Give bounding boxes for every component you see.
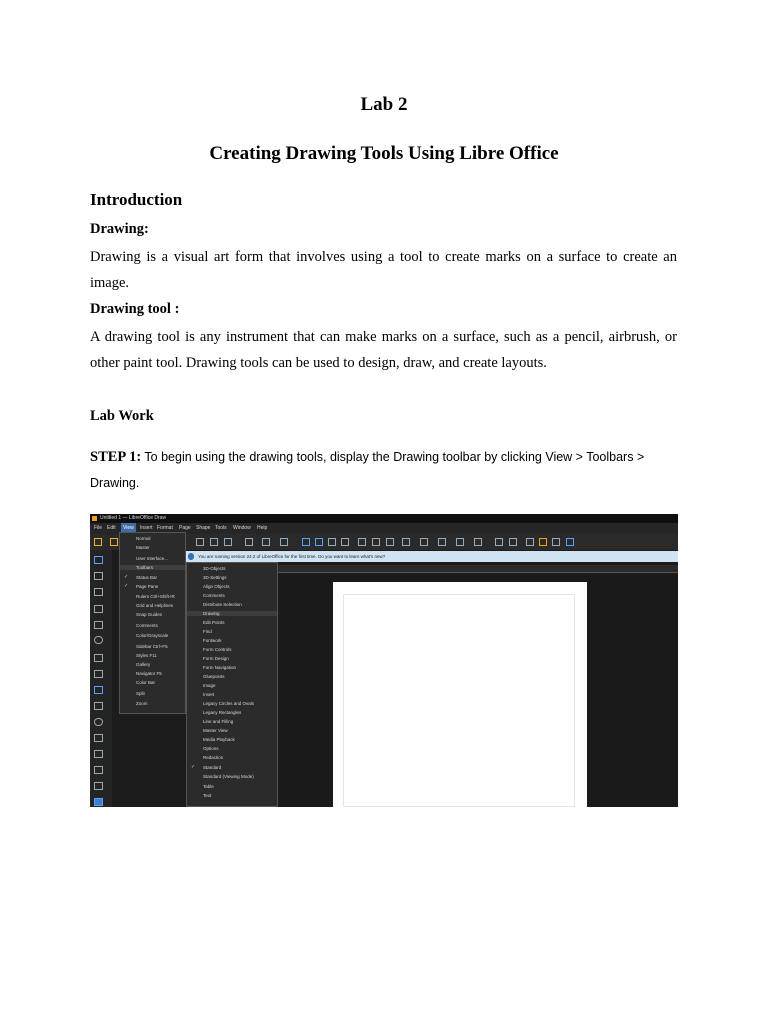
view-menu — [119, 532, 186, 714]
step1-text: To begin using the drawing tools, display the Drawing toolbar by clicking View > Toolbars > Drawing. — [90, 450, 645, 490]
toolbars-menu-item[interactable]: Line and Filling — [203, 719, 234, 724]
shadow-icon[interactable] — [495, 538, 503, 546]
toolbars-menu-item[interactable]: Fontwork — [203, 638, 222, 643]
line-color-icon[interactable] — [94, 572, 103, 580]
toggle-extrusion-icon[interactable] — [566, 538, 574, 546]
connectors-icon[interactable] — [94, 686, 103, 694]
line-icon[interactable] — [94, 605, 103, 613]
symbol-shapes-icon[interactable] — [94, 718, 103, 726]
view-menu-item[interactable]: Page Pane — [136, 584, 159, 589]
crop-icon[interactable] — [509, 538, 517, 546]
toolbars-menu-item[interactable]: Standard (Viewing Mode) — [203, 774, 254, 779]
menu-file[interactable]: File — [94, 525, 103, 531]
image-icon[interactable] — [358, 538, 366, 546]
view-menu-item[interactable]: Comments — [136, 623, 158, 628]
toolbars-menu-item-drawing[interactable]: Drawing — [187, 611, 277, 616]
basic-shapes-icon[interactable] — [94, 702, 103, 710]
step1-label: STEP 1: — [90, 449, 142, 465]
page-margin — [343, 594, 575, 807]
window-titlebar — [90, 514, 678, 523]
stars-icon[interactable] — [94, 782, 103, 790]
textbox-icon[interactable] — [402, 538, 410, 546]
doc-subtitle: Creating Drawing Tools Using Libre Office — [209, 143, 559, 164]
toolbars-submenu — [186, 562, 278, 807]
callouts-icon[interactable] — [94, 766, 103, 774]
toolbars-menu-item[interactable]: Image — [203, 683, 216, 688]
fill-color-icon[interactable] — [94, 588, 103, 596]
view-menu-item[interactable]: Color Bar — [136, 680, 156, 685]
undo-icon[interactable] — [262, 538, 270, 546]
curves-icon[interactable] — [94, 670, 103, 678]
paste-icon[interactable] — [224, 538, 232, 546]
info-icon — [188, 553, 194, 560]
toolbars-menu-item[interactable]: Text — [203, 793, 212, 798]
toolbars-menu-item[interactable]: Find — [203, 629, 212, 634]
gluepoints-icon[interactable] — [552, 538, 560, 546]
align-icon[interactable] — [438, 538, 446, 546]
view-menu-item[interactable]: User Interface... — [136, 556, 169, 561]
menu-page[interactable]: Page — [179, 525, 191, 531]
view-menu-item[interactable]: Navigator F5 — [136, 671, 162, 676]
select-icon[interactable] — [94, 556, 103, 564]
grid-icon[interactable] — [302, 538, 310, 546]
flowchart-icon[interactable] — [94, 750, 103, 758]
view-menu-item[interactable]: Status Bar — [136, 575, 158, 580]
toolbars-menu-item[interactable]: Form Controls — [203, 647, 232, 652]
view-menu-item[interactable]: Normal — [136, 536, 151, 541]
table-icon[interactable] — [372, 538, 380, 546]
drawing-paragraph: Drawing is a visual art form that involves using a tool to create marks on a surface to create an image. — [90, 249, 677, 291]
view-menu-item[interactable]: Sidebar Ctrl+F5 — [136, 644, 168, 649]
distribute-icon[interactable] — [474, 538, 482, 546]
window-title: Untitled 1 — LibreOffice Draw — [100, 515, 167, 521]
open-icon[interactable] — [110, 538, 118, 546]
view-menu-item-toolbars[interactable]: Toolbars — [120, 565, 185, 570]
toolbars-menu-item[interactable]: Redaction — [203, 755, 224, 760]
cut-icon[interactable] — [196, 538, 204, 546]
copy-icon[interactable] — [210, 538, 218, 546]
toolbars-menu-item[interactable]: Insert — [203, 692, 215, 697]
infobar-text: You are running version 24.2 of LibreOffice for the first time. Do you want to learn what's new? — [198, 554, 386, 559]
redo-icon[interactable] — [280, 538, 288, 546]
toolbars-menu-item[interactable]: Options — [203, 746, 219, 751]
menu-view[interactable]: View — [121, 523, 136, 534]
menu-help[interactable]: Help — [257, 525, 268, 531]
view-menu-item[interactable]: Styles F11 — [136, 653, 157, 658]
check-icon: ✓ — [124, 574, 129, 580]
toolbars-menu-item[interactable]: Table — [203, 784, 214, 789]
horizontal-ruler — [276, 565, 678, 573]
toolbars-menu-item[interactable]: Gluepoints — [203, 674, 225, 679]
zoom-pan-icon[interactable] — [328, 538, 336, 546]
toolbars-menu-item[interactable]: Master View — [203, 728, 228, 733]
toolbars-menu-item[interactable]: Comments — [203, 593, 225, 598]
lines-arrows-icon[interactable] — [94, 654, 103, 662]
step1-paragraph — [90, 444, 680, 496]
check-icon: ✓ — [124, 583, 129, 589]
toolbars-menu-item[interactable]: Align Objects — [203, 584, 230, 589]
menu-shape[interactable]: Shape — [196, 525, 211, 531]
toolbars-menu-item[interactable]: Form Design — [203, 656, 229, 661]
drawing-label: Drawing: — [90, 221, 149, 237]
doc-title: Lab 2 — [360, 94, 408, 115]
arrange-icon[interactable] — [456, 538, 464, 546]
menu-format[interactable]: Format — [157, 525, 173, 531]
3d-objects-icon[interactable] — [94, 798, 103, 806]
ellipse-icon[interactable] — [94, 636, 103, 644]
libreoffice-screenshot — [90, 514, 678, 807]
drawing-tool-paragraph: A drawing tool is any instrument that can make marks on a surface, such as a pencil, airbrush, or other paint tool. Drawing tools can be used to design, draw, and create layouts. — [90, 329, 677, 371]
drawing-page[interactable] — [333, 582, 587, 807]
helplines-icon[interactable] — [315, 538, 323, 546]
view-menu-item[interactable]: Split — [136, 691, 145, 696]
toolbars-menu-item[interactable]: Legacy Circles and Ovals — [203, 701, 255, 706]
toolbars-menu-item[interactable]: Standard — [203, 765, 222, 770]
special-character-icon[interactable] — [386, 538, 394, 546]
toolbars-menu-item[interactable]: Distribute Selection — [203, 602, 242, 607]
menu-edit[interactable]: Edit — [107, 525, 116, 531]
infobar — [186, 551, 678, 562]
drawing-tool-label: Drawing tool : — [90, 301, 180, 317]
zoom-icon[interactable] — [341, 538, 349, 546]
toolbars-menu-item[interactable]: Media Playback — [203, 737, 235, 742]
section-heading: Introduction — [90, 190, 183, 209]
view-menu-item[interactable]: Rulers Ctrl+Shift+R — [136, 594, 175, 599]
transform-icon[interactable] — [420, 538, 428, 546]
toolbars-menu-item[interactable]: Edit Points — [203, 620, 225, 625]
app-icon — [92, 516, 97, 521]
menu-insert[interactable]: Insert — [140, 525, 153, 531]
block-arrows-icon[interactable] — [94, 734, 103, 742]
points-icon[interactable] — [526, 538, 534, 546]
view-menu-item[interactable]: Gallery — [136, 662, 151, 667]
drawing-toolbar-left — [90, 550, 112, 807]
toolbars-menu-item[interactable]: 3D-Settings — [203, 575, 227, 580]
menu-tools[interactable]: Tools — [215, 525, 227, 531]
clone-icon[interactable] — [245, 538, 253, 546]
toolbars-menu-item[interactable]: Form Navigation — [203, 665, 237, 670]
menu-window[interactable]: Window — [233, 525, 251, 531]
view-menu-item[interactable]: Grid and Helplines — [136, 603, 174, 608]
view-menu-item[interactable]: Snap Guides — [136, 612, 163, 617]
rectangle-icon[interactable] — [94, 621, 103, 629]
new-icon[interactable] — [94, 538, 102, 546]
view-menu-item[interactable]: Zoom — [136, 701, 148, 706]
view-menu-item[interactable]: Master — [136, 545, 150, 550]
check-icon: ✓ — [191, 764, 196, 770]
toolbars-menu-item[interactable]: 3D-Objects — [203, 566, 226, 571]
view-menu-item[interactable]: Color/Grayscale — [136, 633, 169, 638]
fontwork-icon[interactable] — [539, 538, 547, 546]
toolbars-menu-item[interactable]: Legacy Rectangles — [203, 710, 242, 715]
lab-work-heading: Lab Work — [90, 408, 154, 424]
